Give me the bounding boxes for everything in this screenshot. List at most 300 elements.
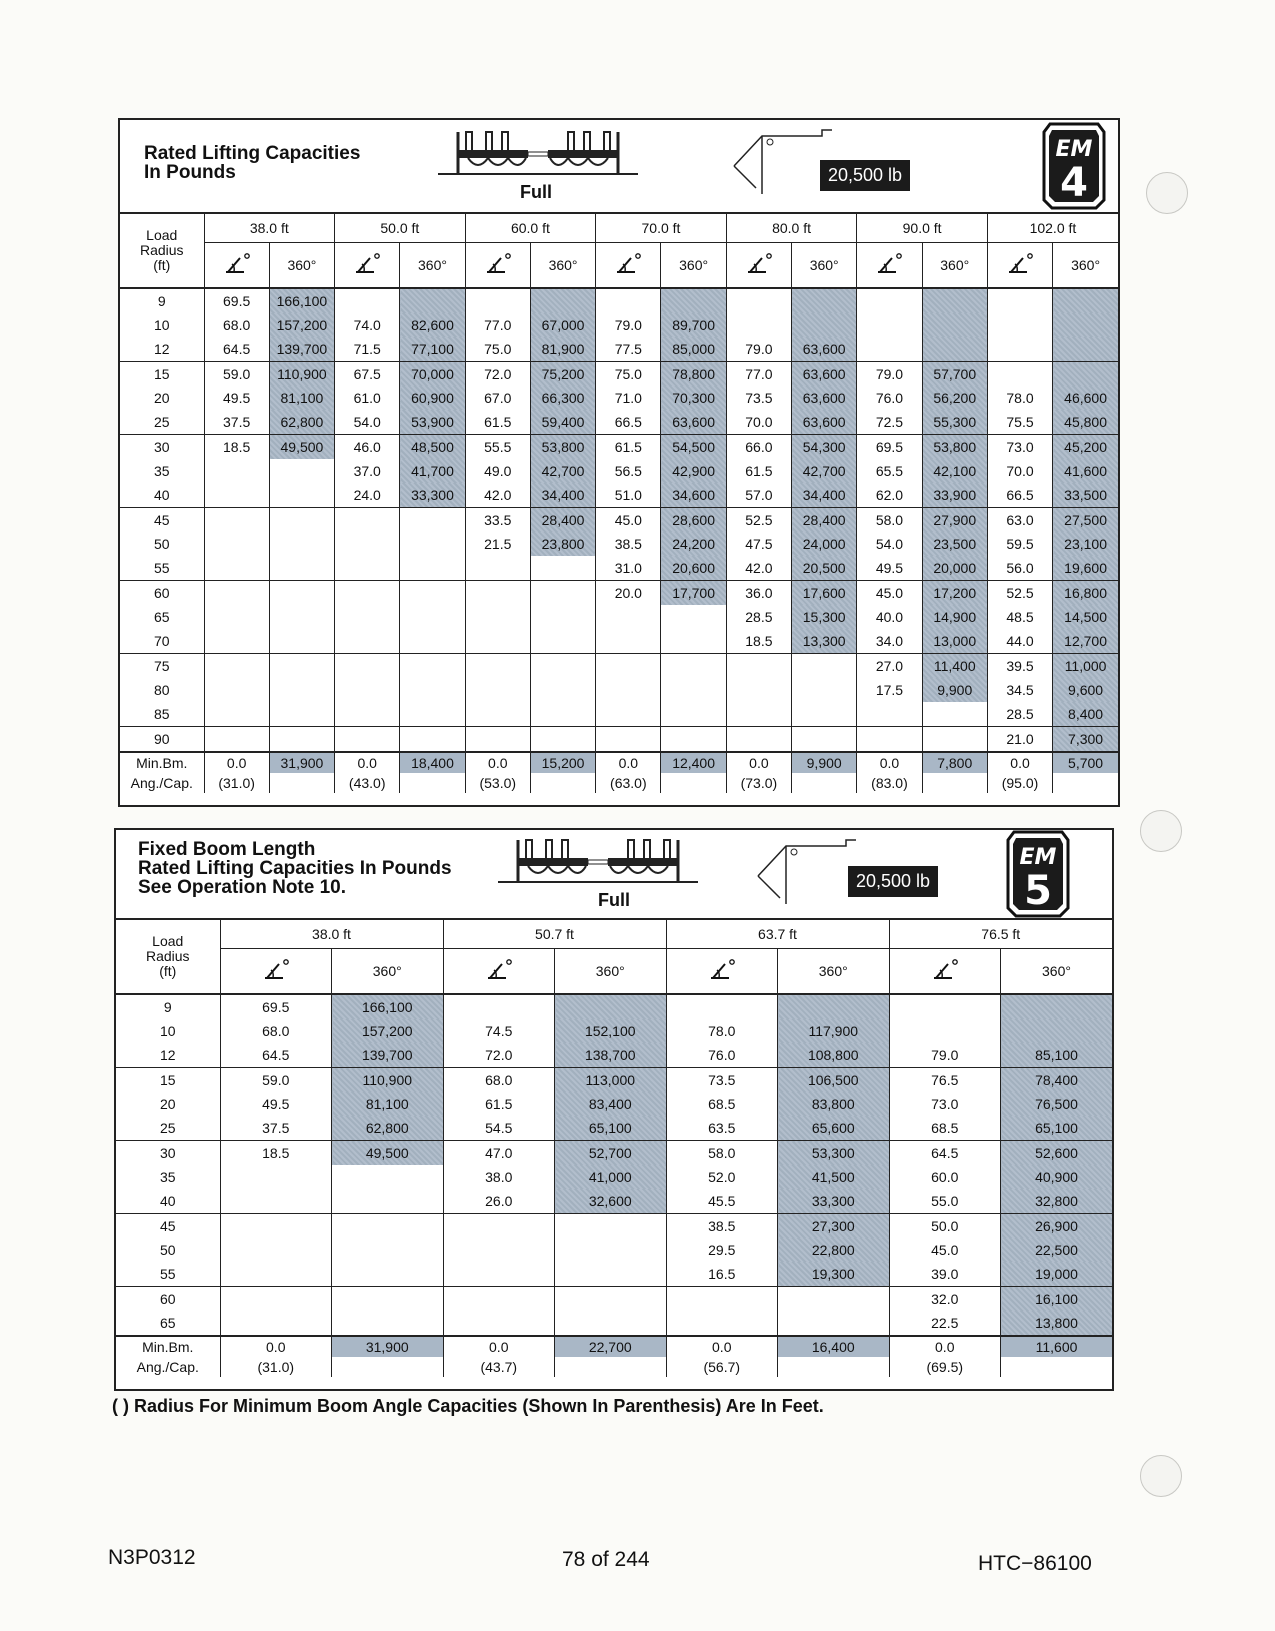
boom-angle-value: 54.0	[335, 410, 400, 435]
boom-angle-header	[220, 949, 332, 995]
load-radius: 90	[120, 727, 204, 753]
boom-angle-value: 74.5	[443, 1019, 555, 1043]
min-boom-capacity: 18,400	[400, 752, 465, 793]
boom-angle-value: 68.0	[443, 1068, 555, 1093]
rotation-360-header: 360°	[332, 949, 444, 995]
boom-angle-value	[666, 1287, 778, 1312]
capacity-value: 81,100	[269, 386, 334, 410]
capacity-value: 53,900	[400, 410, 465, 435]
boom-angle-value	[220, 1311, 332, 1336]
boom-angle-value	[726, 702, 791, 727]
min-boom-capacity: 7,800	[922, 752, 987, 793]
table-row	[120, 678, 1118, 702]
boom-angle-value: 77.0	[726, 362, 791, 387]
boom-angle-value	[220, 1214, 332, 1239]
capacity-value: 60,900	[400, 386, 465, 410]
capacity-value: 52,700	[555, 1141, 667, 1166]
boom-angle-value: 76.5	[889, 1068, 1001, 1093]
capacity-value	[1001, 994, 1113, 1019]
boom-angle-value: 73.0	[987, 435, 1052, 460]
capacity-value: 62,800	[332, 1116, 444, 1141]
capacity-value: 42,700	[530, 459, 595, 483]
capacity-value: 19,300	[778, 1262, 890, 1287]
boom-angle-value: 73.5	[726, 386, 791, 410]
boom-angle-value: 48.5	[987, 605, 1052, 629]
capacity-value	[555, 1262, 667, 1287]
capacity-value	[400, 654, 465, 679]
capacity-value: 16,100	[1001, 1287, 1113, 1312]
load-radius: 60	[116, 1287, 220, 1312]
capacity-value: 24,200	[661, 532, 726, 556]
capacity-value	[661, 629, 726, 654]
capacity-value: 67,000	[530, 313, 595, 337]
title-line: In Pounds	[144, 162, 236, 183]
capacity-value	[1053, 288, 1118, 313]
table-row	[116, 1189, 1112, 1214]
boom-angle-value	[987, 337, 1052, 362]
boom-angle-value: 18.5	[204, 435, 269, 460]
capacity-value: 117,900	[778, 1019, 890, 1043]
boom-angle-value: 72.5	[857, 410, 922, 435]
capacity-value: 65,100	[555, 1116, 667, 1141]
capacity-value: 81,100	[332, 1092, 444, 1116]
table-row	[120, 337, 1118, 362]
boom-angle-value: 60.0	[889, 1165, 1001, 1189]
capacity-value	[332, 1165, 444, 1189]
load-radius: 25	[120, 410, 204, 435]
boom-angle-value: 64.5	[889, 1141, 1001, 1166]
boom-angle-value	[987, 313, 1052, 337]
boom-angle-value: 42.0	[465, 483, 530, 508]
capacity-value: 85,000	[661, 337, 726, 362]
capacity-value	[400, 581, 465, 606]
table-row	[116, 1214, 1112, 1239]
rotation-360-header: 360°	[922, 243, 987, 289]
capacity-value	[269, 581, 334, 606]
boom-angle-value: 72.0	[443, 1043, 555, 1068]
table-row	[120, 727, 1118, 753]
boom-angle-value: 40.0	[857, 605, 922, 629]
boom-angle-value: 37.5	[220, 1116, 332, 1141]
table-row	[120, 435, 1118, 460]
capacity-value: 34,400	[530, 483, 595, 508]
capacity-value	[400, 605, 465, 629]
capacity-value	[792, 288, 857, 313]
boom-angle-value	[987, 362, 1052, 387]
boom-angle-value: 38.5	[596, 532, 661, 556]
capacity-value: 63,600	[792, 410, 857, 435]
boom-angle-value: 66.0	[726, 435, 791, 460]
table-row	[116, 1262, 1112, 1287]
capacity-value: 17,700	[661, 581, 726, 606]
load-radius: 9	[120, 288, 204, 313]
table-row	[120, 605, 1118, 629]
capacity-value	[400, 702, 465, 727]
min-boom-angle: 0.0 (95.0)	[987, 752, 1052, 793]
boom-angle-value	[220, 1189, 332, 1214]
boom-angle-icon	[486, 958, 512, 982]
boom-angle-value: 76.0	[666, 1043, 778, 1068]
boom-angle-icon	[1007, 252, 1033, 276]
table-row	[120, 629, 1118, 654]
boom-angle-value: 39.5	[987, 654, 1052, 679]
page-number: 78 of 244	[562, 1548, 650, 1571]
min-boom-capacity: 5,700	[1053, 752, 1118, 793]
load-radius: 70	[120, 629, 204, 654]
capacity-value: 41,700	[400, 459, 465, 483]
capacity-value	[269, 727, 334, 753]
capacity-value	[269, 629, 334, 654]
document-code: N3P0312	[108, 1546, 196, 1569]
boom-angle-value: 69.5	[857, 435, 922, 460]
min-boom-angle: 0.0 (63.0)	[596, 752, 661, 793]
svg-text:EM: EM	[1055, 137, 1093, 162]
min-boom-label: Min.Bm. Ang./Cap.	[120, 752, 204, 793]
min-boom-angle: 0.0 (31.0)	[220, 1336, 332, 1377]
capacity-value: 23,100	[1053, 532, 1118, 556]
boom-angle-value	[443, 1262, 555, 1287]
load-radius: 12	[116, 1043, 220, 1068]
capacity-value	[792, 678, 857, 702]
load-radius: 35	[116, 1165, 220, 1189]
rotation-360-header: 360°	[778, 949, 890, 995]
boom-angle-value	[335, 678, 400, 702]
capacity-value	[269, 483, 334, 508]
boom-angle-value: 52.5	[987, 581, 1052, 606]
capacity-value: 23,800	[530, 532, 595, 556]
capacity-value: 9,600	[1053, 678, 1118, 702]
boom-angle-value	[596, 654, 661, 679]
boom-length-header: 50.0 ft	[335, 214, 466, 243]
capacity-value: 65,100	[1001, 1116, 1113, 1141]
boom-angle-value	[857, 288, 922, 313]
boom-angle-value: 65.5	[857, 459, 922, 483]
boom-angle-value	[465, 605, 530, 629]
min-boom-angle: 0.0 (43.0)	[335, 752, 400, 793]
capacity-value: 34,600	[661, 483, 726, 508]
capacity-value: 28,600	[661, 508, 726, 533]
capacity-value: 152,100	[555, 1019, 667, 1043]
boom-angle-value: 17.5	[857, 678, 922, 702]
outrigger-full-icon	[498, 836, 698, 892]
min-boom-capacity: 9,900	[792, 752, 857, 793]
load-radius: 50	[116, 1238, 220, 1262]
capacity-value	[1053, 313, 1118, 337]
capacity-value	[269, 605, 334, 629]
boom-angle-value: 68.0	[220, 1019, 332, 1043]
capacity-value: 9,900	[922, 678, 987, 702]
capacity-value: 83,800	[778, 1092, 890, 1116]
capacity-chart-em5	[114, 828, 1114, 1391]
boom-angle-value: 75.0	[596, 362, 661, 387]
punch-hole	[1140, 810, 1182, 852]
model-number: HTC−86100	[978, 1552, 1092, 1575]
capacity-value: 106,500	[778, 1068, 890, 1093]
capacity-value	[661, 605, 726, 629]
boom-angle-value: 69.5	[204, 288, 269, 313]
boom-angle-value: 61.0	[335, 386, 400, 410]
capacity-value	[778, 1287, 890, 1312]
capacity-value: 166,100	[269, 288, 334, 313]
capacity-value: 52,600	[1001, 1141, 1113, 1166]
capacity-value	[792, 313, 857, 337]
capacity-value: 42,900	[661, 459, 726, 483]
capacity-value: 70,300	[661, 386, 726, 410]
capacity-value: 49,500	[269, 435, 334, 460]
capacity-value: 32,800	[1001, 1189, 1113, 1214]
boom-angle-value	[726, 288, 791, 313]
boom-angle-value: 67.5	[335, 362, 400, 387]
boom-angle-value	[465, 727, 530, 753]
capacity-value: 62,800	[269, 410, 334, 435]
min-boom-capacity: 31,900	[332, 1336, 444, 1377]
capacity-value: 63,600	[661, 410, 726, 435]
boom-angle-value: 45.0	[596, 508, 661, 533]
capacity-value: 138,700	[555, 1043, 667, 1068]
boom-angle-icon	[709, 958, 735, 982]
load-radius: 80	[120, 678, 204, 702]
capacity-value: 110,900	[269, 362, 334, 387]
punch-hole	[1146, 172, 1188, 214]
capacity-value: 66,300	[530, 386, 595, 410]
table-row	[120, 654, 1118, 679]
capacity-value	[530, 629, 595, 654]
capacity-value: 157,200	[332, 1019, 444, 1043]
min-boom-capacity: 16,400	[778, 1336, 890, 1377]
boom-angle-value	[596, 678, 661, 702]
capacity-value	[922, 337, 987, 362]
capacity-value: 11,000	[1053, 654, 1118, 679]
boom-angle-value	[465, 556, 530, 581]
outrigger-label: Full	[598, 890, 630, 910]
load-radius: 30	[116, 1141, 220, 1166]
load-radius: 40	[116, 1189, 220, 1214]
boom-angle-value: 73.5	[666, 1068, 778, 1093]
table-row	[116, 1116, 1112, 1141]
boom-angle-value	[857, 702, 922, 727]
min-boom-capacity: 12,400	[661, 752, 726, 793]
capacity-value: 42,700	[792, 459, 857, 483]
table-row	[116, 1165, 1112, 1189]
capacity-value	[400, 678, 465, 702]
boom-angle-value	[596, 288, 661, 313]
capacity-value: 20,500	[792, 556, 857, 581]
capacity-value	[661, 288, 726, 313]
boom-angle-value: 51.0	[596, 483, 661, 508]
title-line: Rated Lifting Capacities In Pounds	[138, 858, 452, 879]
capacity-value: 12,700	[1053, 629, 1118, 654]
boom-angle-value: 57.0	[726, 483, 791, 508]
boom-angle-value	[987, 288, 1052, 313]
capacity-value: 54,500	[661, 435, 726, 460]
table-row	[120, 508, 1118, 533]
load-radius: 55	[116, 1262, 220, 1287]
boom-angle-value	[335, 605, 400, 629]
boom-angle-value: 59.0	[204, 362, 269, 387]
boom-angle-value: 78.0	[666, 1019, 778, 1043]
footnote: ( ) Radius For Minimum Boom Angle Capacities (Shown In Parenthesis) Are In Feet.	[112, 1396, 824, 1416]
min-boom-angle: 0.0 (83.0)	[857, 752, 922, 793]
capacity-value	[555, 1238, 667, 1262]
load-radius: 15	[116, 1068, 220, 1093]
capacity-value: 42,100	[922, 459, 987, 483]
capacity-value: 27,300	[778, 1214, 890, 1239]
boom-angle-value	[204, 605, 269, 629]
capacity-value: 78,400	[1001, 1068, 1113, 1093]
capacity-value: 19,000	[1001, 1262, 1113, 1287]
capacity-value	[332, 1189, 444, 1214]
boom-angle-value: 61.5	[726, 459, 791, 483]
boom-angle-value	[335, 727, 400, 753]
capacity-value: 41,600	[1053, 459, 1118, 483]
boom-angle-header	[857, 243, 922, 289]
boom-length-header: 38.0 ft	[220, 920, 443, 949]
boom-angle-value	[204, 459, 269, 483]
boom-angle-value: 47.0	[443, 1141, 555, 1166]
counterweight-badge: 20,500 lb	[848, 866, 938, 897]
boom-angle-value: 78.0	[987, 386, 1052, 410]
capacity-value: 70,000	[400, 362, 465, 387]
capacity-value: 76,500	[1001, 1092, 1113, 1116]
boom-angle-value: 54.5	[443, 1116, 555, 1141]
boom-angle-value: 61.5	[465, 410, 530, 435]
boom-angle-value: 71.5	[335, 337, 400, 362]
boom-angle-value: 34.5	[987, 678, 1052, 702]
capacity-value	[530, 556, 595, 581]
table-row	[120, 532, 1118, 556]
load-radius: 9	[116, 994, 220, 1019]
boom-angle-value: 75.0	[465, 337, 530, 362]
boom-angle-value: 21.0	[987, 727, 1052, 753]
boom-length-header: 76.5 ft	[889, 920, 1112, 949]
boom-angle-value: 21.5	[465, 532, 530, 556]
load-radius: 10	[120, 313, 204, 337]
boom-angle-value	[666, 1311, 778, 1336]
boom-angle-value: 54.0	[857, 532, 922, 556]
capacity-value: 8,400	[1053, 702, 1118, 727]
boom-angle-value: 49.5	[857, 556, 922, 581]
table-row	[116, 1141, 1112, 1166]
boom-angle-value	[204, 727, 269, 753]
capacity-value	[555, 1214, 667, 1239]
boom-angle-value: 45.5	[666, 1189, 778, 1214]
outrigger-label: Full	[520, 182, 552, 202]
capacity-value: 20,600	[661, 556, 726, 581]
boom-angle-value	[220, 1287, 332, 1312]
boom-angle-value	[335, 654, 400, 679]
capacity-value: 53,800	[922, 435, 987, 460]
boom-angle-value: 55.0	[889, 1189, 1001, 1214]
boom-angle-value	[335, 556, 400, 581]
boom-angle-header	[443, 949, 555, 995]
svg-text:5: 5	[1024, 868, 1052, 914]
rotation-360-header: 360°	[1053, 243, 1118, 289]
boom-angle-value: 45.0	[857, 581, 922, 606]
capacity-value: 48,500	[400, 435, 465, 460]
boom-length-header: 70.0 ft	[596, 214, 727, 243]
capacity-value: 78,800	[661, 362, 726, 387]
capacity-value: 45,200	[1053, 435, 1118, 460]
boom-angle-value	[465, 581, 530, 606]
capacity-value	[530, 288, 595, 313]
boom-angle-value	[443, 1238, 555, 1262]
capacity-value	[922, 288, 987, 313]
boom-angle-value: 77.5	[596, 337, 661, 362]
rotation-360-header: 360°	[269, 243, 334, 289]
boom-angle-value	[204, 678, 269, 702]
load-radius: 40	[120, 483, 204, 508]
capacity-value: 75,200	[530, 362, 595, 387]
boom-angle-value	[204, 629, 269, 654]
boom-angle-value: 26.0	[443, 1189, 555, 1214]
boom-angle-value	[443, 994, 555, 1019]
boom-angle-value: 28.5	[726, 605, 791, 629]
boom-angle-value: 31.0	[596, 556, 661, 581]
boom-angle-value: 34.0	[857, 629, 922, 654]
boom-angle-value: 64.5	[204, 337, 269, 362]
boom-angle-value	[857, 337, 922, 362]
boom-angle-value	[220, 1238, 332, 1262]
boom-angle-value: 79.0	[889, 1043, 1001, 1068]
boom-angle-header	[596, 243, 661, 289]
boom-angle-value: 79.0	[726, 337, 791, 362]
boom-angle-value: 33.5	[465, 508, 530, 533]
capacity-value: 63,600	[792, 362, 857, 387]
svg-text:EM: EM	[1019, 845, 1057, 870]
title-line: Fixed Boom Length	[138, 839, 316, 860]
capacity-value	[400, 288, 465, 313]
boom-angle-header	[204, 243, 269, 289]
boom-angle-header	[987, 243, 1052, 289]
boom-angle-value: 70.0	[726, 410, 791, 435]
capacity-value	[530, 654, 595, 679]
capacity-value: 13,300	[792, 629, 857, 654]
boom-angle-value: 68.5	[666, 1092, 778, 1116]
min-boom-capacity: 22,700	[555, 1336, 667, 1377]
boom-angle-value	[596, 702, 661, 727]
em4-badge-icon	[1042, 122, 1106, 210]
boom-angle-value: 59.5	[987, 532, 1052, 556]
boom-angle-icon	[263, 958, 289, 982]
load-radius: 25	[116, 1116, 220, 1141]
capacity-value: 41,000	[555, 1165, 667, 1189]
boom-angle-value: 27.0	[857, 654, 922, 679]
capacity-value: 27,500	[1053, 508, 1118, 533]
boom-angle-value: 79.0	[857, 362, 922, 387]
load-radius: 45	[116, 1214, 220, 1239]
boom-angle-value	[465, 678, 530, 702]
boom-angle-icon	[876, 252, 902, 276]
boom-angle-value: 37.5	[204, 410, 269, 435]
table-row	[120, 410, 1118, 435]
table-row	[120, 386, 1118, 410]
capacity-value	[332, 1287, 444, 1312]
capacity-value	[269, 532, 334, 556]
capacity-value: 139,700	[269, 337, 334, 362]
table-row	[120, 483, 1118, 508]
title-line: See Operation Note 10.	[138, 877, 347, 898]
capacity-value: 83,400	[555, 1092, 667, 1116]
boom-angle-value	[465, 288, 530, 313]
table-row	[116, 994, 1112, 1019]
table-row	[116, 1238, 1112, 1262]
capacity-value: 49,500	[332, 1141, 444, 1166]
capacity-value: 15,300	[792, 605, 857, 629]
boom-angle-value: 42.0	[726, 556, 791, 581]
boom-angle-value: 66.5	[987, 483, 1052, 508]
boom-angle-value: 18.5	[220, 1141, 332, 1166]
capacity-value	[530, 678, 595, 702]
